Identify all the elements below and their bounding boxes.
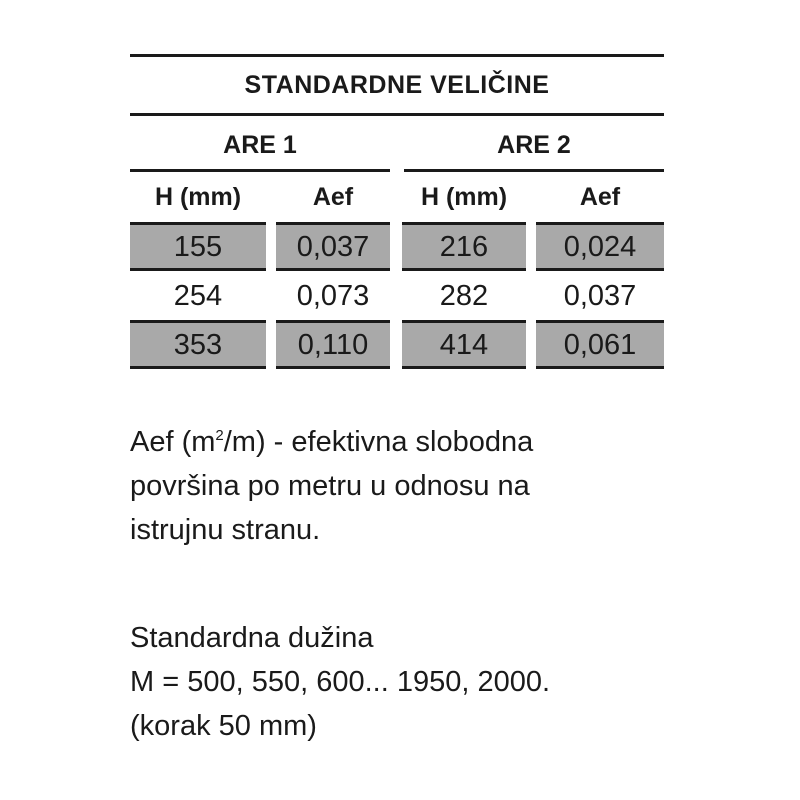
table-cell: 0,073 [296,280,370,312]
table-cell: 353 [130,320,266,369]
note-line-1 [130,420,690,464]
aef-definition-note [130,420,690,552]
table-cell: 216 [402,222,526,271]
table-row [130,271,664,320]
table-cell: 155 [130,222,266,271]
group-header-are-1: ARE 1 [223,131,297,159]
table-row [130,320,664,369]
table-cell: 0,037 [563,280,637,312]
note-suffix: /m) - efektivna slobodna [223,426,534,458]
table-cell: 282 [439,280,489,312]
column-header-h-are-2: H (mm) [420,183,508,211]
group-header-row [130,116,664,172]
note-line-2: površina po metru u odnosu na [130,470,530,502]
lengths-line-3: (korak 50 mm) [130,710,317,742]
table-row [130,222,664,271]
note-line-3: istrujnu stranu. [130,514,321,546]
table-cell: 254 [173,280,223,312]
table-cell: 0,024 [536,222,664,271]
standard-length-note [130,616,690,748]
lengths-line-2: M = 500, 550, 600... 1950, 2000. [130,666,551,698]
table-title: STANDARDNE VELIČINE [244,71,550,99]
sizes-table [130,54,664,369]
group-header-are-2: ARE 2 [497,131,571,159]
note-superscript: 2 [215,427,224,444]
column-header-h-are-1: H (mm) [154,183,242,211]
note-prefix: Aef (m [130,426,216,458]
table-cell: 0,061 [536,320,664,369]
column-header-row [130,172,664,222]
column-header-aef-are-1: Aef [312,183,354,211]
table-cell: 414 [402,320,526,369]
lengths-line-1: Standardna dužina [130,622,374,654]
table-cell: 0,110 [276,320,390,369]
column-header-aef-are-2: Aef [579,183,621,211]
table-cell: 0,037 [276,222,390,271]
